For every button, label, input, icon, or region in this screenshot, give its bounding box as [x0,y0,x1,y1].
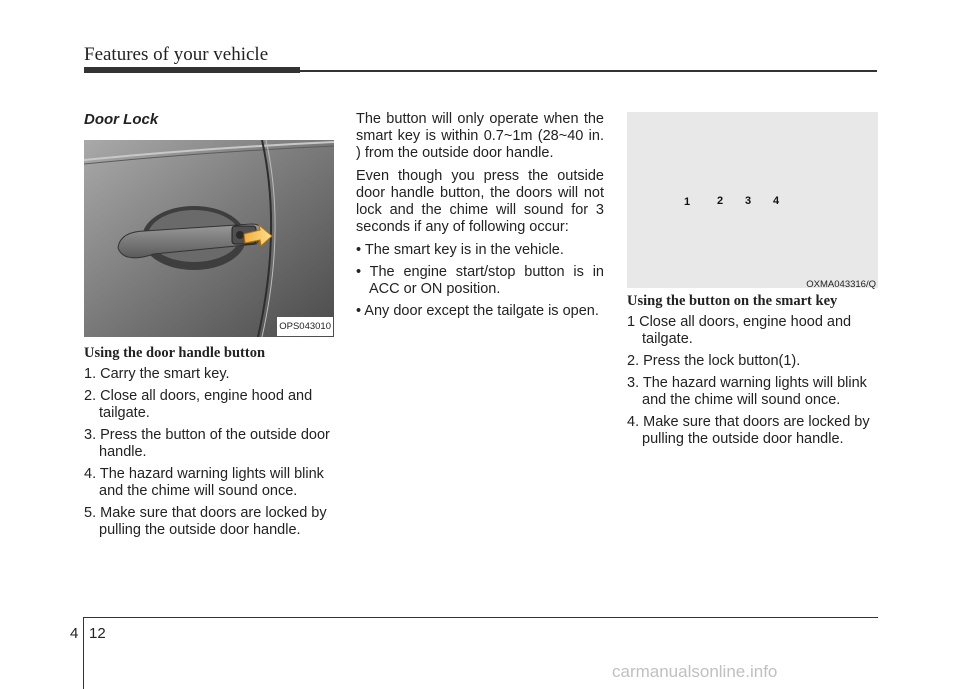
figure-code-right: OXMA043316/Q [806,279,876,290]
callout-2: 2 [717,195,724,207]
step-item: 2. Press the lock button(1). [627,353,801,369]
door-handle-illustration [84,140,334,337]
figure-code-left: OPS043010 [277,317,333,336]
footer-rule-horizontal [83,617,878,618]
step-item: 2. Close all doors, engine hood and tailgate. [84,388,313,421]
page-number: 12 [89,625,106,642]
step-item: 3. Press the button of the outside door handle. [84,427,330,460]
step-item: 5. Make sure that doors are locked by pulling the outside door handle. [84,505,327,538]
right-column [627,293,878,453]
step-item: 1. Carry the smart key. [84,366,230,382]
left-column [84,111,334,544]
header-rule-thin [300,70,877,72]
step-item: 4. The hazard warning lights will blink and the chime will sound once. [84,466,324,499]
callout-3: 3 [745,195,752,207]
step-item: 1 Close all doors, engine hood and tailgate. [627,314,852,347]
bullet-item: • The smart key is in the vehicle. [356,242,564,258]
header-rule-thick [84,67,300,73]
callout-1: 1 [684,196,691,208]
bullet-item: • Any door except the tailgate is open. [356,303,599,319]
paragraph: The button will only operate when the smart key is within 0.7~1m (28~40 in. ) from the outside door handle. [356,111,604,161]
subheading-door-handle-button: Using the door handle button [84,345,266,361]
step-item: 3. The hazard warning lights will blink and the chime will sound once. [627,375,867,408]
middle-column [356,111,604,325]
subheading-smart-key-button: Using the button on the smart key [627,293,838,309]
header-title: Features of your vehicle [84,44,269,65]
section-heading: Door Lock [84,111,159,128]
page-section-number: 4 [70,625,79,642]
step-item: 4. Make sure that doors are locked by pulling the outside door handle. [627,414,870,447]
callout-4: 4 [773,195,780,207]
smart-key-figure [627,112,878,288]
bullet-item: • The engine start/stop button is in ACC or ON position. [356,264,604,297]
footer-rule-vertical [83,617,84,689]
door-handle-figure [84,140,334,337]
watermark-text: carmanualsonline.info [612,662,778,681]
paragraph: Even though you press the outside door handle button, the doors will not lock and the chime will sound for 3 seconds if any of following occur: [356,168,604,235]
